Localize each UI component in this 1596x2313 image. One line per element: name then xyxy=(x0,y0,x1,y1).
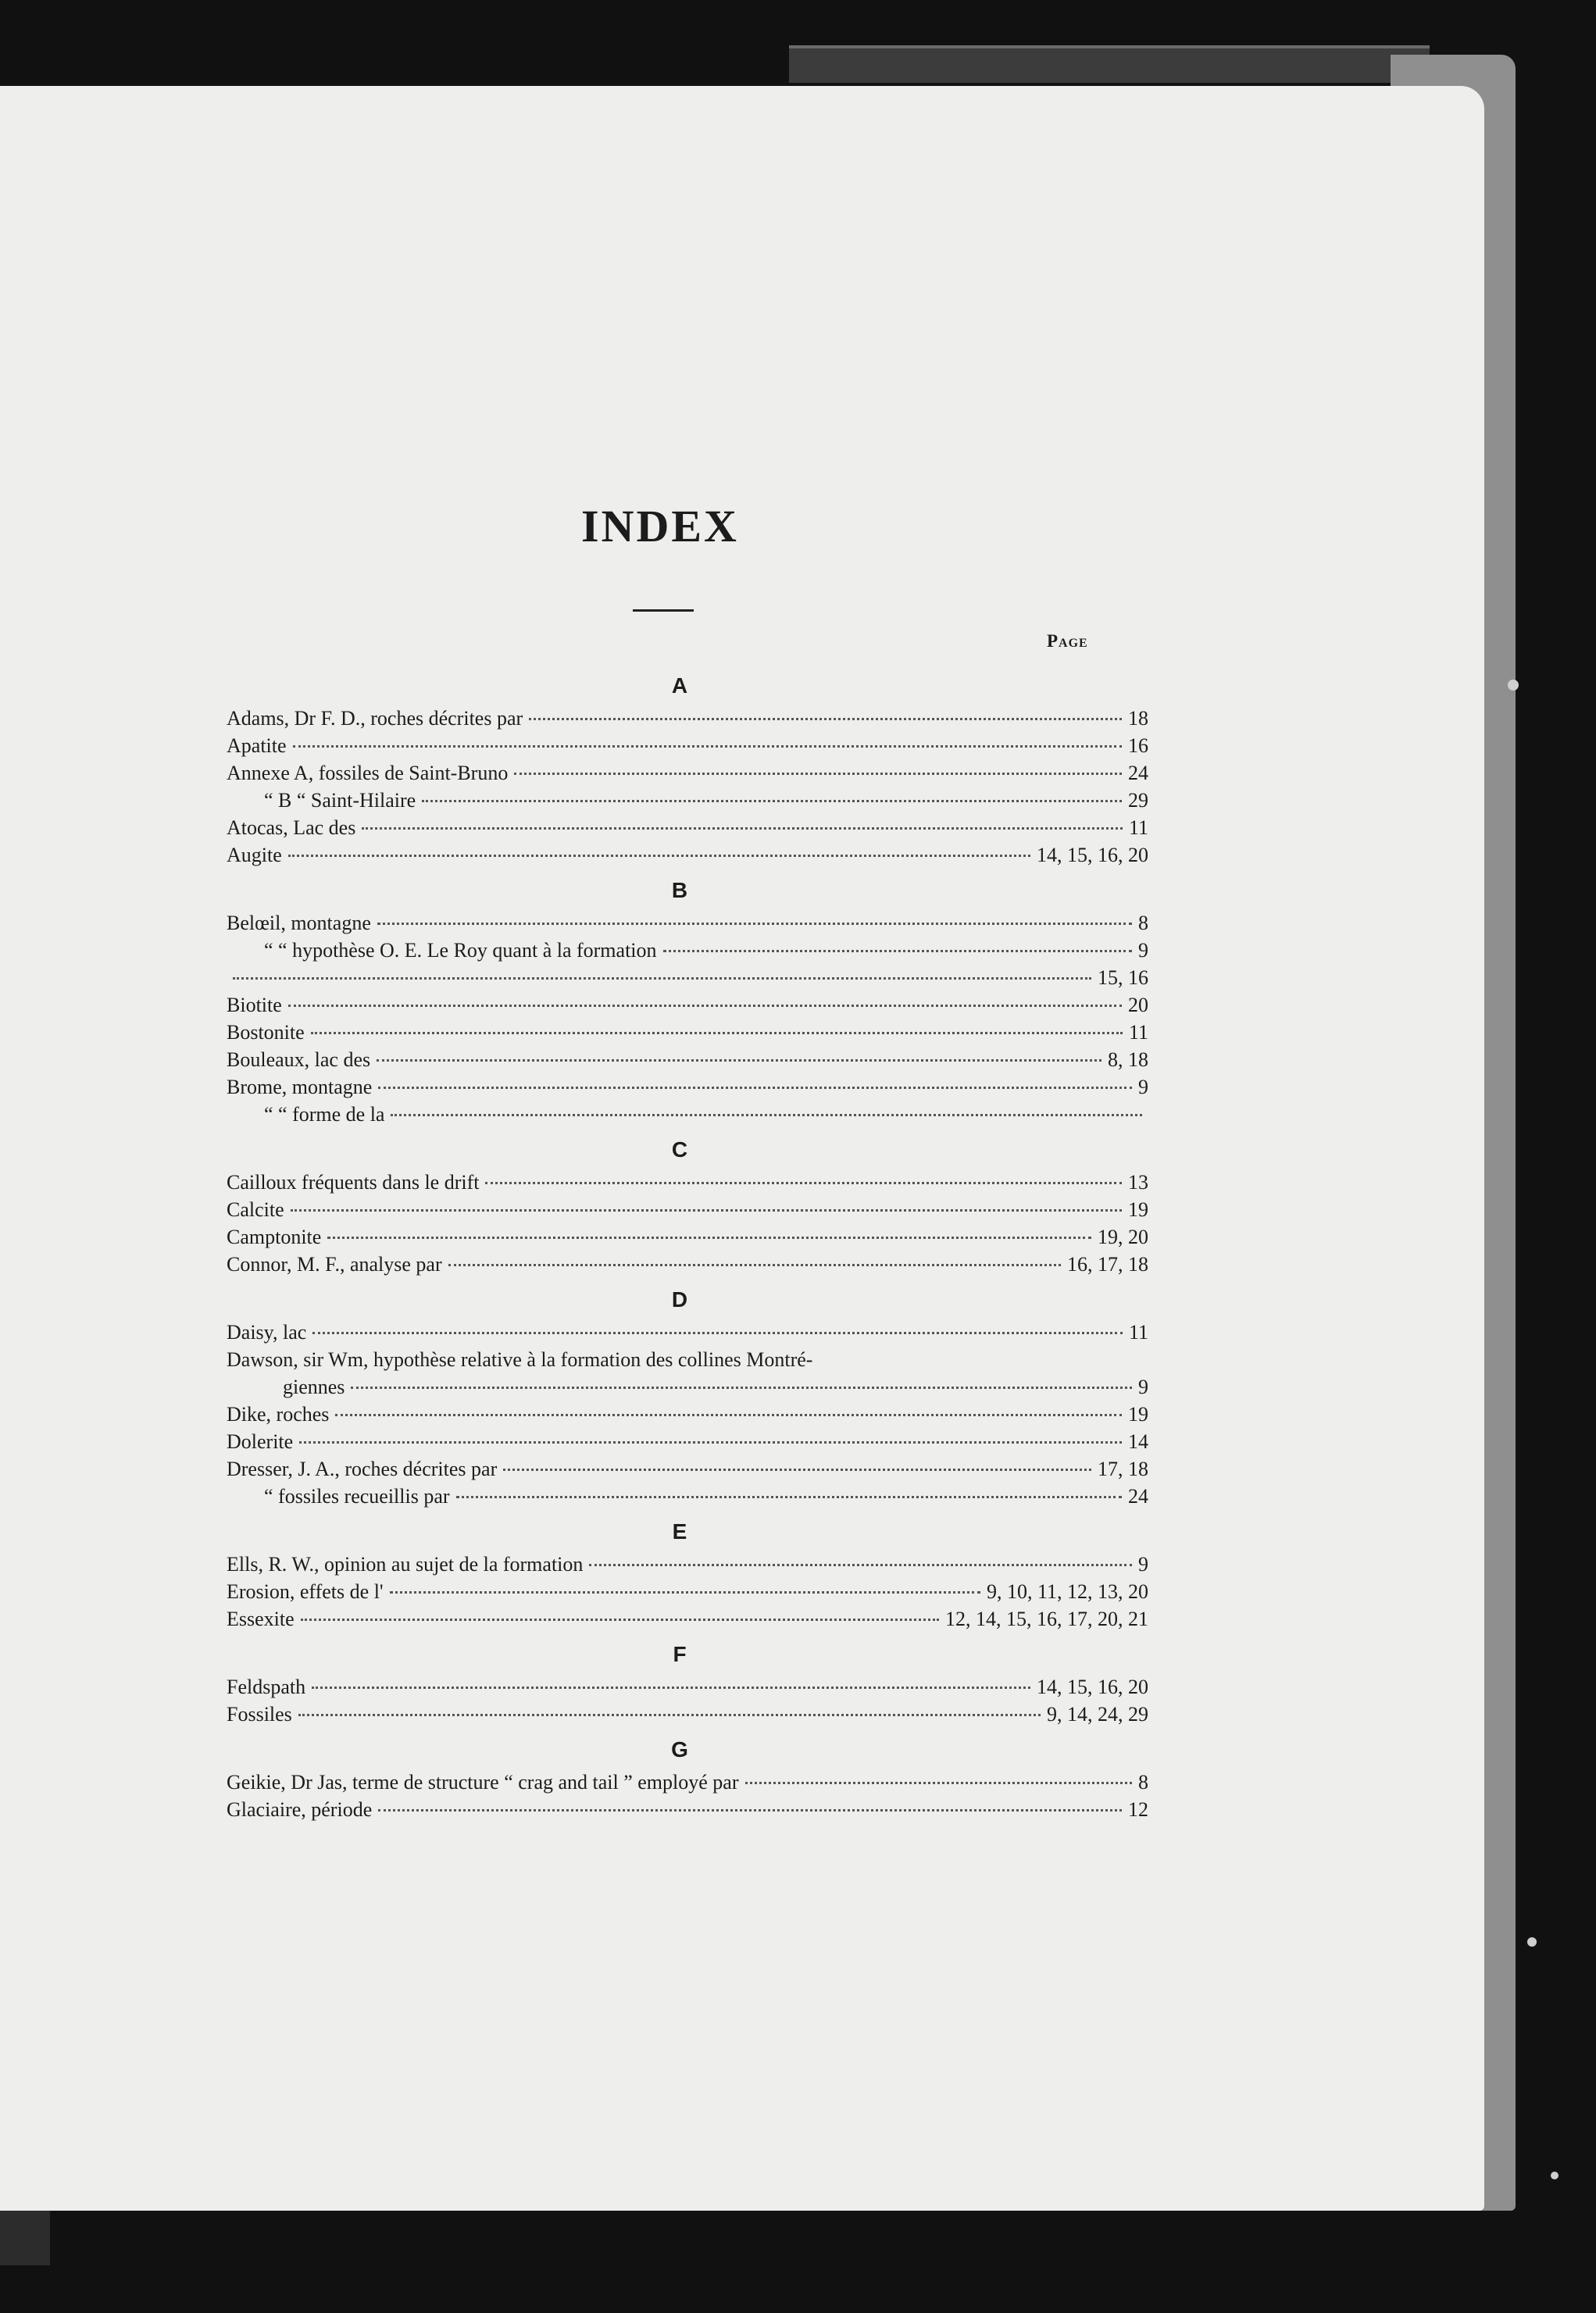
entry-label: Bostonite xyxy=(227,1021,305,1044)
entry-pages: 12 xyxy=(1128,1798,1148,1821)
dot-leader xyxy=(301,1619,939,1621)
entry-label: Adams, Dr F. D., roches décrites par xyxy=(227,707,523,730)
index-entry xyxy=(227,1346,1148,1373)
index-entry xyxy=(227,964,1148,991)
section-letter: B xyxy=(671,878,688,902)
entry-pages: 18 xyxy=(1128,707,1148,730)
page-column-header: Page xyxy=(1047,631,1088,651)
index-entry xyxy=(227,1551,1148,1578)
dot-leader xyxy=(391,1114,1142,1116)
entry-pages: 29 xyxy=(1128,789,1148,812)
entry-pages: 16 xyxy=(1128,734,1148,757)
index-entry xyxy=(227,1455,1148,1483)
entry-label: Calcite xyxy=(227,1198,284,1221)
entry-label: Belœil, montagne xyxy=(227,912,371,934)
dot-leader xyxy=(298,1714,1041,1716)
index-entry xyxy=(227,1196,1148,1223)
entry-pages: 12, 14, 15, 16, 17, 20, 21 xyxy=(945,1608,1148,1630)
entry-pages: 8, 18 xyxy=(1108,1048,1148,1071)
dot-leader xyxy=(312,1332,1123,1334)
index-entry xyxy=(227,1073,1148,1101)
dot-leader xyxy=(456,1496,1122,1498)
entry-label: Cailloux fréquents dans le drift xyxy=(227,1171,480,1194)
entry-pages: 19 xyxy=(1128,1403,1148,1426)
entry-label: Feldspath xyxy=(227,1676,306,1698)
entry-label: “ B “ Saint-Hilaire xyxy=(264,789,416,812)
index-entry xyxy=(227,1769,1148,1796)
entry-pages: 9, 10, 11, 12, 13, 20 xyxy=(986,1580,1148,1603)
entry-pages: 24 xyxy=(1128,1485,1148,1508)
entry-label: Brome, montagne xyxy=(227,1076,373,1098)
entry-label: Bouleaux, lac des xyxy=(227,1048,371,1071)
section-letter: F xyxy=(673,1642,687,1666)
dot-leader xyxy=(291,1209,1122,1212)
entry-pages: 14, 15, 16, 20 xyxy=(1037,1676,1148,1698)
index-entry xyxy=(227,1401,1148,1428)
dot-leader xyxy=(448,1264,1061,1266)
index-entry xyxy=(227,1169,1148,1196)
entry-pages: 13 xyxy=(1128,1171,1148,1194)
entry-label: Daisy, lac xyxy=(227,1321,307,1344)
dot-leader xyxy=(288,1005,1122,1007)
index-entry xyxy=(227,732,1148,759)
dot-leader xyxy=(485,1182,1122,1184)
entry-pages: 24 xyxy=(1128,762,1148,784)
entry-pages: 9, 14, 24, 29 xyxy=(1047,1703,1148,1726)
entry-label: Dike, roches xyxy=(227,1403,330,1426)
dot-leader xyxy=(390,1591,980,1594)
section-letter: D xyxy=(671,1287,688,1312)
entry-pages: 11 xyxy=(1128,1021,1148,1044)
dot-leader xyxy=(233,977,1091,980)
entry-label: Ells, R. W., opinion au sujet de la formation xyxy=(227,1553,584,1576)
entry-label: Connor, M. F., analyse par xyxy=(227,1253,442,1276)
entry-pages: 11 xyxy=(1128,816,1148,839)
entry-pages: 14 xyxy=(1128,1430,1148,1453)
entry-label: Dolerite xyxy=(227,1430,294,1453)
entry-label: Geikie, Dr Jas, terme de structure “ crag and tail ” employé par xyxy=(227,1771,739,1794)
index-entry xyxy=(227,759,1148,787)
entry-pages: 19, 20 xyxy=(1098,1226,1148,1248)
dot-leader xyxy=(335,1414,1122,1416)
dot-leader xyxy=(311,1032,1123,1034)
index-entry xyxy=(227,1373,1148,1401)
dot-leader xyxy=(288,855,1030,857)
dot-leader xyxy=(327,1237,1091,1239)
dot-leader xyxy=(377,923,1132,925)
dot-leader xyxy=(529,718,1122,720)
entry-label: Dresser, J. A., roches décrites par xyxy=(227,1458,498,1480)
index-entry xyxy=(227,814,1148,841)
entry-pages: 8 xyxy=(1138,1771,1148,1794)
entry-pages: 17, 18 xyxy=(1098,1458,1148,1480)
dot-leader xyxy=(299,1441,1122,1444)
index-entry xyxy=(227,841,1148,869)
entry-pages: 8 xyxy=(1138,912,1148,934)
index-entry xyxy=(227,705,1148,732)
dot-leader xyxy=(663,950,1132,952)
entry-label: Apatite xyxy=(227,734,287,757)
entry-label: Glaciaire, période xyxy=(227,1798,373,1821)
section-letter: G xyxy=(671,1737,688,1762)
entry-pages: 9 xyxy=(1138,939,1148,962)
entry-label: Dawson, sir Wm, hypothèse relative à la formation des collines Montré- xyxy=(227,1348,813,1371)
dot-leader xyxy=(819,1359,1142,1362)
dot-leader xyxy=(362,827,1123,830)
dot-leader xyxy=(351,1387,1132,1389)
entry-label: Camptonite xyxy=(227,1226,322,1248)
index-entry xyxy=(227,1483,1148,1510)
dot-leader xyxy=(503,1469,1091,1471)
dot-leader xyxy=(589,1564,1132,1566)
entry-pages: 15, 16 xyxy=(1098,966,1148,989)
index-entry xyxy=(227,909,1148,937)
index-entry xyxy=(227,1673,1148,1701)
entry-label: Erosion, effets de l' xyxy=(227,1580,384,1603)
page-title: INDEX xyxy=(581,501,739,551)
entry-pages: 9 xyxy=(1138,1076,1148,1098)
index-entry xyxy=(227,1578,1148,1605)
index-entry xyxy=(227,787,1148,814)
index-entry xyxy=(227,937,1148,964)
entry-pages: 14, 15, 16, 20 xyxy=(1037,844,1148,866)
index-list xyxy=(227,664,1148,1823)
section-letter: E xyxy=(672,1519,687,1544)
entry-label: “ “ forme de la xyxy=(264,1103,385,1126)
index-entry xyxy=(227,991,1148,1019)
index-entry xyxy=(227,1223,1148,1251)
entry-label: Biotite xyxy=(227,994,282,1016)
entry-label: Fossiles xyxy=(227,1703,292,1726)
dot-leader xyxy=(422,800,1122,802)
index-entry xyxy=(227,1101,1148,1128)
entry-label: “ “ hypothèse O. E. Le Roy quant à la formation xyxy=(264,939,657,962)
entry-pages: 16, 17, 18 xyxy=(1067,1253,1148,1276)
section-letter: C xyxy=(671,1137,688,1162)
entry-label: Atocas, Lac des xyxy=(227,816,356,839)
dot-leader xyxy=(514,773,1122,775)
index-entry xyxy=(227,1428,1148,1455)
entry-label: “ fossiles recueillis par xyxy=(264,1485,450,1508)
index-entry xyxy=(227,1019,1148,1046)
entry-label: giennes xyxy=(283,1376,345,1398)
dot-leader xyxy=(745,1782,1133,1784)
entry-pages: 19 xyxy=(1128,1198,1148,1221)
index-entry xyxy=(227,1319,1148,1346)
entry-label: Annexe A, fossiles de Saint-Bruno xyxy=(227,762,509,784)
entry-label: Augite xyxy=(227,844,282,866)
section-letter: A xyxy=(671,673,688,698)
index-entry xyxy=(227,1046,1148,1073)
entry-pages: 20 xyxy=(1128,994,1148,1016)
dot-leader xyxy=(378,1809,1122,1811)
title-rule xyxy=(633,609,694,612)
dot-leader xyxy=(312,1687,1030,1689)
dot-leader xyxy=(377,1059,1101,1062)
index-entry xyxy=(227,1251,1148,1278)
index-entry xyxy=(227,1701,1148,1728)
entry-pages: 9 xyxy=(1138,1553,1148,1576)
dot-leader xyxy=(293,745,1122,748)
scan-top-strip xyxy=(789,45,1430,83)
entry-pages: 9 xyxy=(1138,1376,1148,1398)
index-entry xyxy=(227,1605,1148,1633)
index-entry xyxy=(227,1796,1148,1823)
entry-label: Essexite xyxy=(227,1608,295,1630)
dot-leader xyxy=(378,1087,1132,1089)
entry-pages: 11 xyxy=(1128,1321,1148,1344)
